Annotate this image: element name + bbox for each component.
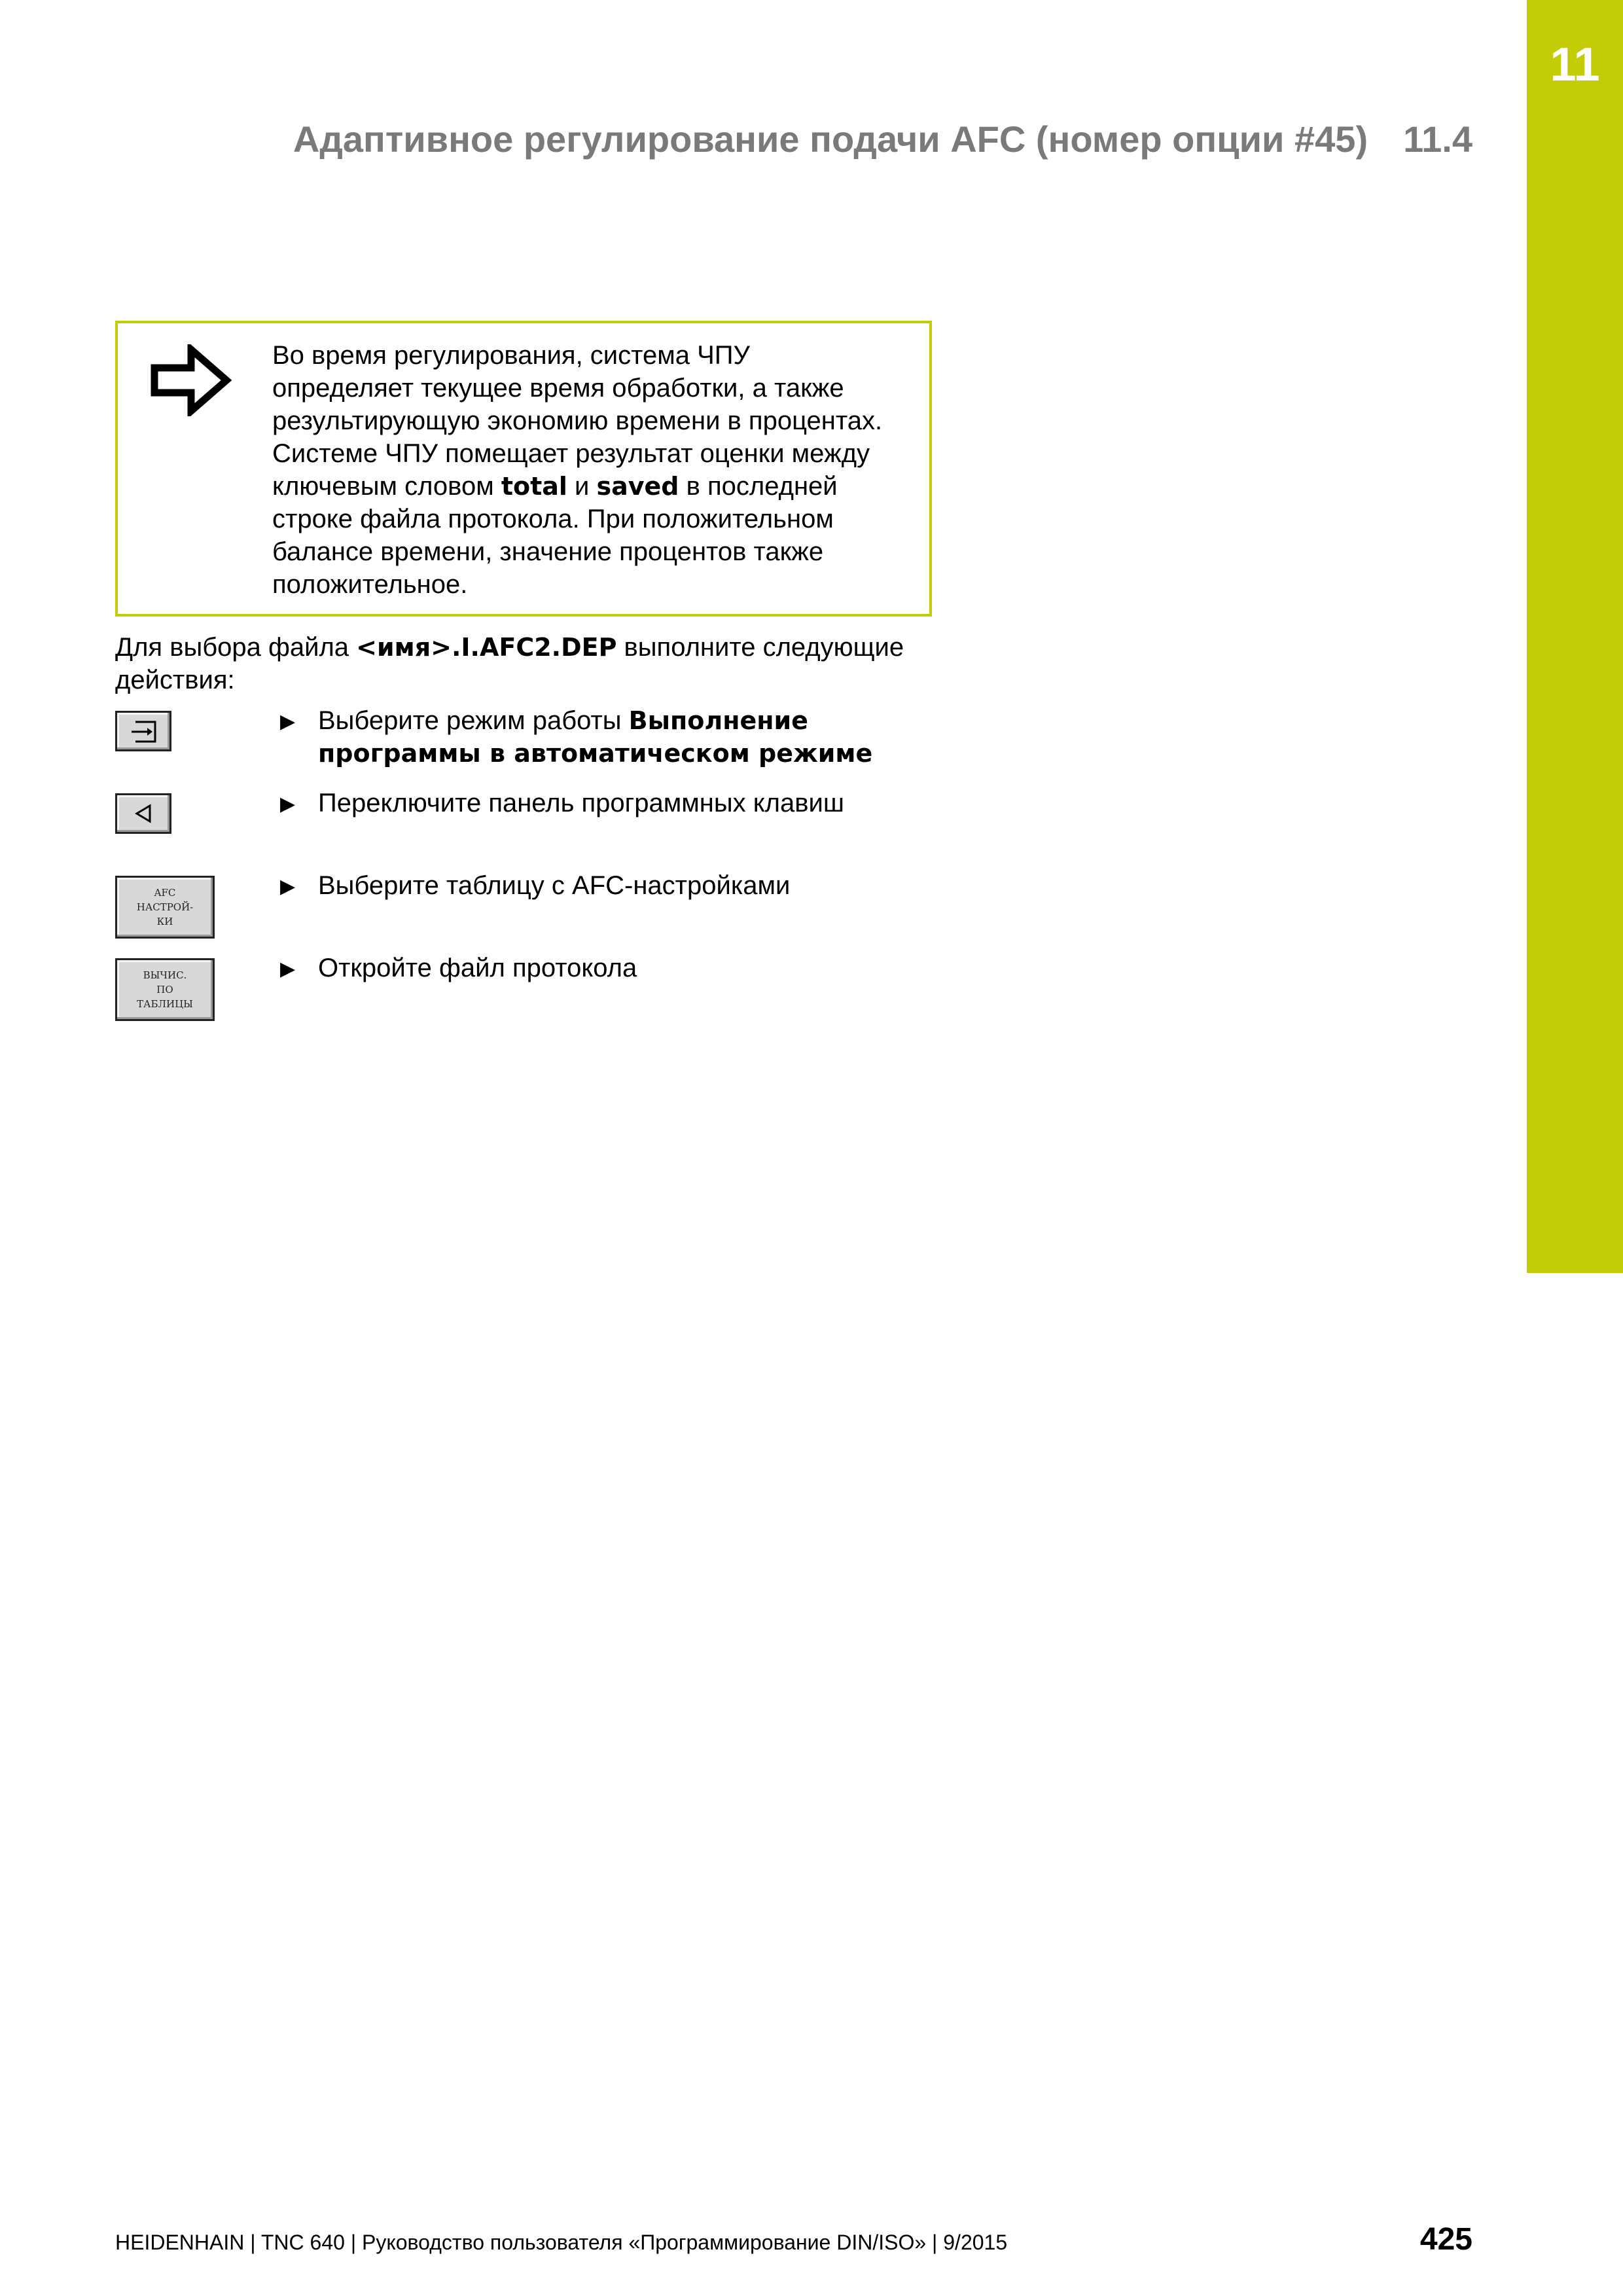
softkey-back-arrow-icon <box>117 795 169 832</box>
bullet-triangle-icon: ▶ <box>280 793 296 815</box>
header-section-number: 11.4 <box>1403 118 1472 160</box>
note-line: Системе ЧПУ помещает результат оценки между <box>272 439 870 468</box>
chapter-number: 11 <box>1550 39 1600 91</box>
mode-name: Выполнение программы в автоматическом режиме <box>318 706 873 768</box>
bullet-triangle-icon: ▶ <box>280 876 296 897</box>
note-box <box>115 321 932 617</box>
intro-paragraph: Для выбора файла <имя>.I.AFC2.DEP выполните следующие действия: <box>115 633 904 694</box>
softkey-row-switch-key[interactable] <box>115 793 171 834</box>
chapter-side-tab <box>1527 0 1623 1273</box>
note-line: строке файла протокола. При положительном <box>272 505 834 533</box>
program-run-key[interactable] <box>115 711 171 751</box>
page-number: 425 <box>1419 2222 1472 2257</box>
bullet-triangle-icon: ▶ <box>280 711 296 732</box>
page-header <box>293 118 1472 160</box>
note-line: положительное. <box>272 570 468 599</box>
calc-by-table-softkey[interactable]: ВЫЧИС. ПО ТАБЛИЦЫ <box>115 958 215 1021</box>
page-footer: HEIDENHAIN | TNC 640 | Руководство пользователя «Программирование DIN/ISO» | 9/2015 <box>115 2231 1008 2254</box>
keyword-total: total <box>501 472 567 501</box>
note-text <box>272 339 920 601</box>
header-title: Адаптивное регулирование подачи AFC (номер опции #45) <box>293 118 1368 160</box>
note-line: результирующую экономию времени в процентах. <box>272 406 883 435</box>
note-line: ключевым словом total и saved в последней <box>272 472 838 501</box>
note-line: определяет текущее время обработки, а также <box>272 374 844 403</box>
note-line: балансе времени, значение процентов также <box>272 537 824 566</box>
afc-settings-softkey[interactable]: AFC НАСТРОЙ- КИ <box>115 876 215 939</box>
bullet-triangle-icon: ▶ <box>280 958 296 980</box>
note-line: Во время регулирования, система ЧПУ <box>272 341 750 370</box>
program-run-full-sequence-icon <box>117 713 169 749</box>
keyword-saved: saved <box>596 472 679 501</box>
arrow-right-icon <box>151 344 232 416</box>
log-filename: <имя>.I.AFC2.DEP <box>356 633 617 662</box>
